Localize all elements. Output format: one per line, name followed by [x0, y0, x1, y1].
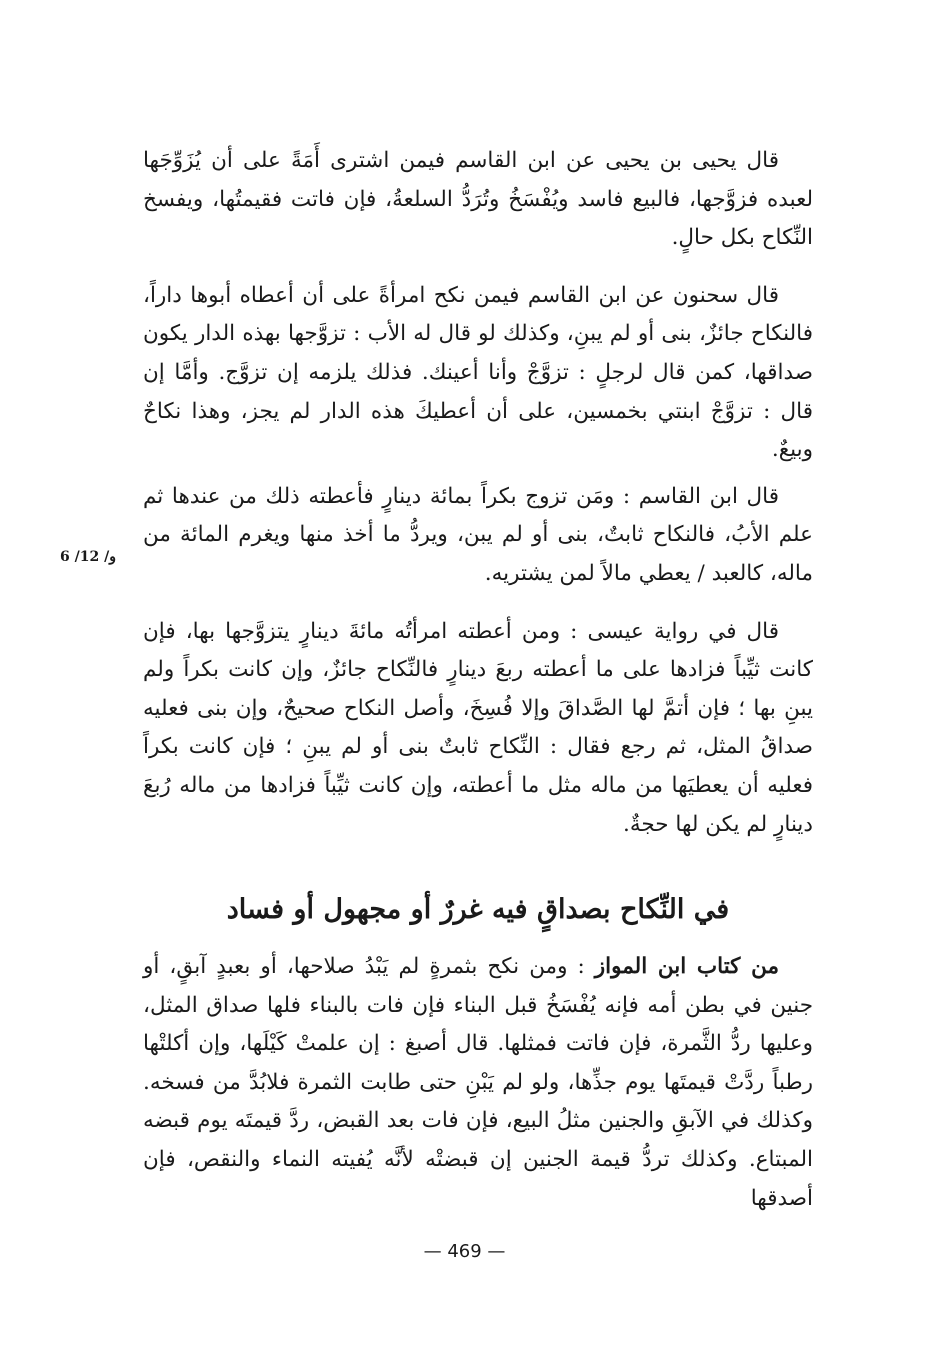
folio-margin-note: 6 /12 /و: [60, 549, 116, 565]
page-number: — 469 —: [423, 1241, 506, 1262]
paragraph-isa: قال في رواية عيسى : ومن أعطته امرأتُه مائةَ دينارٍ يتزوَّجها بها، فإن كانت ثيِّباً فزادها على ما أعطته ربعَ دينارٍ فالنِّكاح جائزٌ، وإن كانت بكراً ولم يبنِ بها ؛ فإن أتمَّ لها الصَّداقَ وإلا فُسِخَ، وأصل النكاح صحيحٌ، وإن بنى فعليه صداقُ المثل، ثم رجع فقال : النِّكاح ثابتٌ بنى أو لم يبنِ ؛ فإن كانت بكراً فعليه أن يعطيَها من ماله مثل ما أعطته، وإن كانت ثيِّباً فزادها من ماله رُبعَ دينارٍ لم يكن لها حجةٌ.: [143, 618, 813, 837]
paragraph-ibn-qasim: قال ابن القاسم : ومَن تزوج بكراً بمائة دينارٍ فأعطته ذلك من عندها ثم علم الأبُ، فالنكاح ثابتٌ، بنى أو لم يبن، ويردُّ ما أخذ منها ويغرم المائة من ماله، كالعبد / يعطي مالاً لمن يشتريه.: [143, 483, 813, 586]
source-lead: من كتاب ابن المواز: [594, 954, 779, 979]
section-heading: في النِّكاح بصداقٍ فيه غررٌ أو مجهول أو فساد: [226, 894, 730, 925]
body-text-lower: [143, 948, 813, 1218]
body-text-upper: [143, 142, 813, 844]
paragraph-ibn-mawaz: [143, 948, 813, 1218]
source-text: : ومن نكح بثمرةٍ لم يَبْدُ صلاحها، أو بعبدٍ آبقٍ، أو جنين في بطن أمه فإنه يُفْسَخُ قبل البناء فإن فات بالبناء فلها صداق المثل، وعليها ردُّ الثَّمرة، فإن فاتت فمثلها. قال أصبغ : إن علمتْ كَيْلَها، وإن أكلتْها رطباً ردَّتْ قيمتَها يوم جذِّها، ولو لم يَبْنِ حتى طابت الثمرة فلابُدَّ من فسخه. وكذلك في الآبقِ والجنين مثلُ البيع، فإن فات بعد القبض، ردَّ قيمتَه يوم قبضه المبتاع. وكذلك تردُّ قيمة الجنين إن قبضتْه لأنَّه يُفيته النماء والنقص، فإن أصدقها: [143, 954, 813, 1211]
paragraph-sahnun: قال سحنون عن ابن القاسم فيمن نكح امرأةً على أن أعطاه أبوها داراً، فالنكاح جائزٌ، بنى أو لم يبنِ، وكذلك لو قال له الأب : تزوَّجها بهذه الدار يكون صداقها، كمن قال لرجلٍ : تزوَّجْ وأنا أعينك. فذلك يلزمه إن تزوَّج. وأمَّا إن قال : تزوَّجْ ابنتي بخمسين، على أن أعطيكَ هذه الدار لم يجز، وهذا نكاحٌ وبيعٌ.: [143, 282, 813, 463]
paragraph-yahya: قال يحيى بن يحيى عن ابن القاسم فيمن اشترى أَمَةً على أن يُزَوِّجَها لعبده فزوَّجها، فالبيع فاسد ويُفْسَخُ وتُرَدُّ السلعةُ، فإن فاتت فقيمتُها، ويفسخ النِّكاح بكل حالٍ.: [143, 148, 813, 251]
